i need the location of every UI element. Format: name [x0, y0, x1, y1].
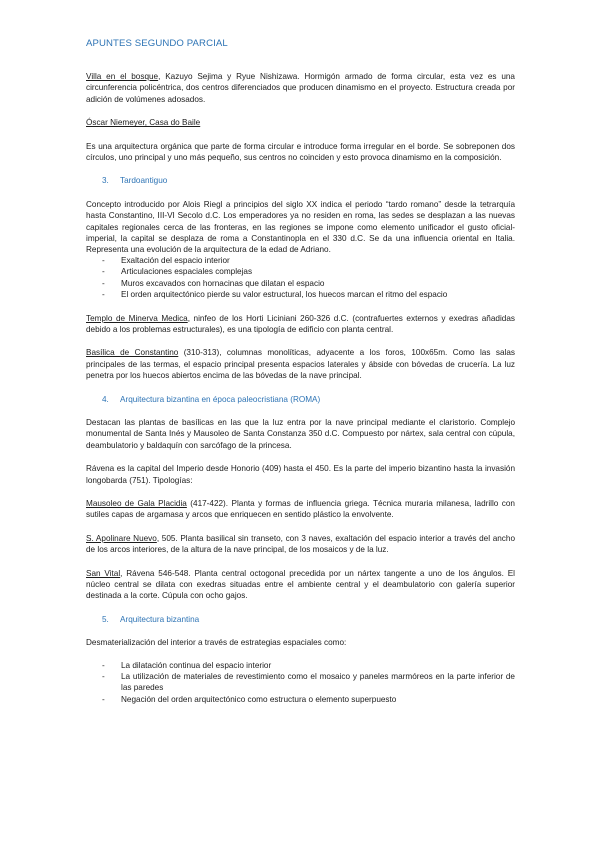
list-item: - Muros excavados con hornacinas que dilatan el espacio	[86, 278, 515, 289]
paragraph-apolinare-nuevo	[86, 533, 515, 556]
list-tardoantiguo	[86, 255, 515, 301]
title-san-vital: San Vital	[86, 568, 121, 578]
paragraph-basilicas: Destacan las plantas de basílicas en las que la luz entra por la nave principal mediante el claristorio. Complejo monumental de Santa Inés y Mausoleo de Santa Constanza 350 d.C. Compuesto por nártex, sala central con cúpula, deambulatorio y baldaquín con sarcófago de la princesa.	[86, 417, 515, 450]
document-body	[86, 71, 515, 717]
list-item: - La utilización de materiales de revestimiento como el mosaico y paneles marmóreos en la parte inferior de las paredes	[86, 671, 515, 694]
paragraph-casa-do-baile: Es una arquitectura orgánica que parte de forma circular e introduce forma irregular en el borde. Se sobreponen dos círculos, uno principal y uno más pequeño, sus centros no coinciden y esto provoca dinamismo en la composición.	[86, 141, 515, 163]
paragraph-basilica-constantino	[86, 347, 515, 381]
text-minerva: , ninfeo de los Horti Liciniani 260-326 d.C. (contrafuertes externos y exedras añadidas debido a los problemas estructurales), es una tipología de edificio con planta central.	[86, 313, 515, 334]
title-s-apolinare-nuevo: S. Apolinare Nuevo	[86, 533, 157, 543]
list-item: - El orden arquitectónico pierde su valor estructural, los huecos marcan el ritmo del espacio	[86, 289, 515, 300]
paragraph-ravena: Rávena es la capital del Imperio desde Honorio (409) hasta el 450. Es la parte del imperio bizantino hasta la invasión longobarda (751). Tipologías:	[86, 464, 515, 485]
paragraph-san-vital	[86, 568, 515, 602]
title-casa-do-baile: Óscar Niemeyer, Casa do Baile	[86, 118, 201, 128]
section-title: Tardoantiguo	[120, 176, 168, 186]
section-title: Arquitectura bizantina en época paleocristiana (ROMA)	[120, 394, 321, 404]
page-header: APUNTES SEGUNDO PARCIAL	[86, 38, 228, 49]
section-heading-4	[102, 394, 515, 405]
text-villa: , Kazuyo Sejima y Ryue Nishizawa. Hormigón armado de forma circular, esta vez es una circunferencia policéntrica, dos centros diferenciados que producen dinamismo en el proyecto. Estructura creada por adición de volúmenes adosados.	[86, 72, 515, 104]
paragraph-tardoantiguo: Concepto introducido por Alois Riegl a principios del siglo XX indica el periodo “tardo romano” desde la tetrarquía hasta Constantino, III-VI Secolo d.C. Los emperadores ya no residen en roma, las sedes se desplazan a las nuevas capitales regionales cerca de las fronteras, en las regiones se impone como elemento unificador el gusto oficial-imperial, la capital se desplaza de roma a Constantinopla en el 330 d.C. Se da una influencia oriental en Italia. Representa una evolución de la arquitectura de la edad de Adriano.	[86, 199, 515, 255]
list-item: - Negación del orden arquitectónico como estructura o elemento superpuesto	[86, 694, 515, 705]
paragraph-niemeyer-title	[86, 117, 515, 128]
section-number: 5.	[102, 614, 109, 624]
text-gala-placidia: (417-422). Planta y formas de influencia griega. Técnica muraria milanesa, ladrillo con sutiles capas de argamasa y arcos que enriquecen en sentido plástico la envolvente.	[86, 498, 515, 520]
title-basilica-constantino: Basílica de Constantino	[86, 348, 179, 358]
section-title: Arquitectura bizantina	[120, 614, 200, 624]
section-heading-3	[102, 175, 515, 186]
text-apolinare: , 505. Planta basilical sin transeto, con 3 naves, exaltación del espacio interior a través del ancho de los arcos interiores, de la altura de la nave principal, de los mosaicos y de la luz.	[86, 533, 516, 555]
paragraph-desmaterializacion: Desmaterialización del interior a través de estrategias espaciales como:	[86, 638, 347, 648]
text-basilica: (310-313), columnas monolíticas, adyacente a los foros, 100x65m. Como las salas principales de las termas, el espacio principal presenta espacios laterales y ábside con bóvedas de crucería. La luz penetra por los huecos abiertos encima de las bóvedas de la nave principal.	[86, 348, 515, 381]
list-bizantina	[86, 660, 515, 706]
text-san-vital: , Rávena 546-548. Planta central octogonal precedida por un nártex tangente a uno de los ángulos. El núcleo central se dilata con exedras situadas entre el ambiente central y el deambulatorio con galería superior destinada a la corte. Cúpula con ocho gajos.	[86, 568, 515, 601]
section-number: 4.	[102, 394, 109, 404]
title-villa-en-el-bosque: Villa en el bosque	[86, 72, 159, 81]
list-item: - Articulaciones espaciales complejas	[86, 266, 515, 277]
paragraph-villa	[86, 71, 515, 105]
paragraph-gala-placidia	[86, 498, 515, 521]
paragraph-minerva-medica	[86, 313, 515, 336]
title-mausoleo-gala-placidia: Mausoleo de Gala Placidia	[86, 498, 187, 508]
title-templo-minerva-medica: Templo de Minerva Medica	[86, 313, 188, 323]
list-item: - Exaltación del espacio interior	[86, 255, 515, 266]
section-number: 3.	[102, 176, 109, 186]
list-item: - La dilatación continua del espacio interior	[86, 660, 515, 671]
section-heading-5	[102, 614, 515, 625]
